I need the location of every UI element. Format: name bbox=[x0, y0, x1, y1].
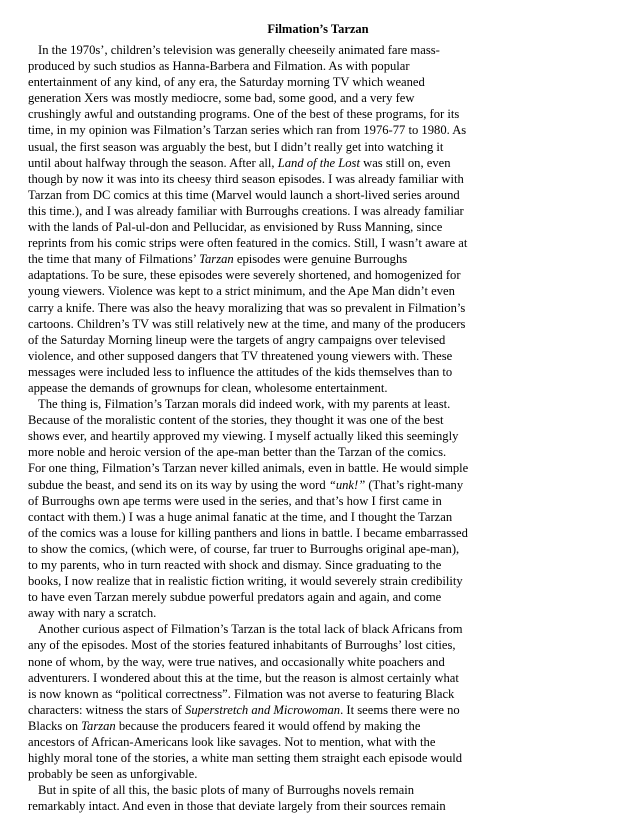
text-line bbox=[28, 428, 628, 444]
text-line bbox=[28, 251, 628, 267]
text-line bbox=[28, 364, 628, 380]
text-line bbox=[28, 348, 628, 364]
text-segment: Blacks on bbox=[28, 718, 82, 733]
text-segment: entertainment of any kind, of any era, the Saturday morning TV which weaned bbox=[28, 75, 425, 90]
text-line bbox=[28, 203, 628, 219]
text-line bbox=[28, 766, 628, 782]
text-line bbox=[28, 702, 628, 718]
italic-text: Tarzan bbox=[199, 252, 234, 267]
text-line bbox=[28, 412, 628, 428]
text-segment: until about halfway through the season. After all, bbox=[28, 155, 278, 170]
text-segment: is now known as “political correctness”. Filmation was not averse to featuring Black bbox=[28, 686, 455, 701]
text-segment: But in spite of all this, the basic plots of many of Burroughs novels remain bbox=[38, 783, 415, 798]
italic-text: “unk!” bbox=[328, 477, 366, 492]
text-segment: the time that many of Filmations’ bbox=[28, 252, 200, 267]
text-segment: of Burroughs own ape terms were used in the series, and that’s how I first came in bbox=[28, 493, 442, 508]
text-segment: subdue the beast, and send its on its way by using the word bbox=[28, 477, 329, 492]
text-line bbox=[28, 557, 628, 573]
text-segment: of the Saturday Morning lineup were the targets of angry campaigns over televised bbox=[28, 332, 446, 347]
text-segment: highly moral tone of the stories, a white man setting them straight each episode would bbox=[28, 751, 463, 766]
text-line bbox=[28, 718, 628, 734]
text-line bbox=[28, 509, 628, 525]
text-segment: For one thing, Filmation’s Tarzan never killed animals, even in battle. He would simple bbox=[28, 461, 469, 476]
text-line bbox=[28, 750, 628, 766]
text-segment: to have even Tarzan merely subdue powerful predators again and again, and come bbox=[28, 590, 442, 605]
text-segment: produced by such studios as Hanna-Barbera and Filmation. As with popular bbox=[28, 59, 410, 74]
text-line bbox=[28, 74, 628, 90]
text-segment: of the comics was a louse for killing panthers and lions in battle. I became embarrassed bbox=[28, 525, 468, 540]
text-segment: In the 1970s’, children’s television was generally cheeseily animated fare mass- bbox=[38, 43, 440, 57]
text-line bbox=[28, 654, 628, 670]
italic-text: Tarzan bbox=[81, 718, 116, 733]
text-line bbox=[28, 686, 628, 702]
text-line bbox=[28, 798, 628, 814]
text-segment: adventurers. I wondered about this at the time, but the reason is almost certainly what bbox=[28, 670, 459, 685]
text-segment: Tarzan from DC comics at this time (Marvel would launch a short-lived series around bbox=[28, 187, 460, 202]
text-line bbox=[28, 525, 628, 541]
text-segment: time, in my opinion was Filmation’s Tarzan series which ran from 1976-77 to 1980. As bbox=[28, 123, 467, 138]
text-line bbox=[28, 493, 628, 509]
text-segment: more noble and heroic version of the ape-man better than the Tarzan of the comics. bbox=[28, 445, 447, 460]
text-segment: violence, and other supposed dangers that TV threatened young viewers with. These bbox=[28, 348, 453, 363]
text-line bbox=[28, 90, 628, 106]
text-segment: . It seems there were no bbox=[340, 702, 460, 717]
text-segment: reprints from his comic strips were often featured in the comics. Still, I wasn’t aware at bbox=[28, 236, 468, 251]
text-line bbox=[28, 734, 628, 750]
text-line bbox=[28, 122, 628, 138]
title-prefix: Filmation’s bbox=[267, 22, 331, 36]
text-line bbox=[28, 58, 628, 74]
text-segment: adaptations. To be sure, these episodes were severely shortened, and homogenized for bbox=[28, 268, 461, 283]
text-line bbox=[28, 300, 628, 316]
text-segment: Another curious aspect of Filmation’s Tarzan is the total lack of black Africans from bbox=[38, 622, 463, 637]
text-segment: though by now it was into its cheesy third season episodes. I was already familiar with bbox=[28, 171, 464, 186]
text-segment: because the producers feared it would offend by making the bbox=[115, 718, 421, 733]
text-segment: ancestors of African-Americans look like savages. Not to mention, what with the bbox=[28, 735, 436, 750]
text-segment: messages were included less to influence the attitudes of the kids themselves than to bbox=[28, 364, 453, 379]
text-segment: crushingly awful and outstanding programs. One of the best of these programs, for its bbox=[28, 107, 460, 122]
text-line bbox=[28, 332, 628, 348]
text-segment: contact with them.) I was a huge animal fanatic at the time, and I thought the Tarzan bbox=[28, 509, 453, 524]
text-segment: was still on, even bbox=[359, 155, 451, 170]
text-line bbox=[28, 573, 628, 589]
text-segment: any of the episodes. Most of the stories featured inhabitants of Burroughs’ lost cities, bbox=[28, 638, 456, 653]
text-segment: remarkably intact. And even in those that deviate largely from their sources remain bbox=[28, 799, 446, 814]
text-line bbox=[28, 589, 628, 605]
text-segment: shows ever, and heartily approved my viewing. I myself actually liked this seemingly bbox=[28, 429, 459, 444]
text-line bbox=[28, 541, 628, 557]
text-line bbox=[28, 670, 628, 686]
text-line bbox=[28, 171, 628, 187]
text-segment: characters: witness the stars of bbox=[28, 702, 186, 717]
text-line bbox=[28, 219, 628, 235]
text-segment: to my parents, who in turn reacted with shock and dismay. Since graduating to the bbox=[28, 558, 442, 572]
text-segment: probably be seen as unforgivable. bbox=[28, 767, 198, 782]
text-line bbox=[28, 380, 628, 396]
italic-text: Superstretch and Microwoman bbox=[185, 702, 341, 717]
text-segment: usual, the first season was arguably the best, but I didn’t really get into watching it bbox=[28, 139, 444, 154]
text-segment: cartoons. Children’s TV was still relatively new at the time, and many of the producers bbox=[28, 316, 466, 331]
text-line bbox=[28, 460, 628, 476]
text-segment: with the lands of Pal-ul-don and Pellucidar, as envisioned by Russ Manning, since bbox=[28, 220, 443, 235]
text-segment: to show the comics, (which were, of course, far truer to Burroughs original ape-man), bbox=[28, 541, 460, 556]
text-line bbox=[28, 42, 628, 58]
text-segment: (That’s right-many bbox=[365, 477, 464, 492]
text-line bbox=[28, 605, 628, 621]
text-segment: episodes were genuine Burroughs bbox=[233, 252, 408, 267]
text-segment: this time.), and I was already familiar with Burroughs creations. I was already familiar bbox=[28, 203, 464, 218]
title-bold: Tarzan bbox=[330, 22, 369, 36]
text-line bbox=[28, 637, 628, 653]
text-segment: The thing is, Filmation’s Tarzan morals did indeed work, with my parents at least. bbox=[38, 397, 451, 412]
text-segment: appease the demands of grownups for clean, wholesome entertainment. bbox=[28, 380, 388, 395]
page-title bbox=[0, 21, 636, 37]
body-text bbox=[28, 42, 628, 815]
text-line bbox=[28, 155, 628, 171]
text-line bbox=[28, 782, 628, 798]
text-line bbox=[28, 444, 628, 460]
text-line bbox=[28, 187, 628, 203]
italic-text: Land of the Lost bbox=[277, 155, 360, 170]
text-line bbox=[28, 621, 628, 637]
text-line bbox=[28, 235, 628, 251]
text-segment: books, I now realize that in realistic fiction writing, it would severely strain credibility bbox=[28, 574, 463, 589]
text-line bbox=[28, 477, 628, 493]
text-line bbox=[28, 283, 628, 299]
text-line bbox=[28, 396, 628, 412]
text-segment: young viewers. Violence was kept to a strict minimum, and the Ape Man didn’t even bbox=[28, 284, 455, 299]
text-segment: Because of the moralistic content of the stories, they thought it was one of the best bbox=[28, 413, 444, 428]
text-segment: carry a knife. There was also the heavy moralizing that was so prevalent in Filmation’s bbox=[28, 300, 466, 315]
text-line bbox=[28, 267, 628, 283]
text-segment: away with nary a scratch. bbox=[28, 606, 157, 621]
text-segment: generation Xers was mostly mediocre, some bad, some good, and a very few bbox=[28, 91, 415, 106]
text-line bbox=[28, 316, 628, 332]
text-line bbox=[28, 139, 628, 155]
text-line bbox=[28, 106, 628, 122]
text-segment: none of whom, by the way, were true natives, and occasionally white poachers and bbox=[28, 654, 445, 669]
